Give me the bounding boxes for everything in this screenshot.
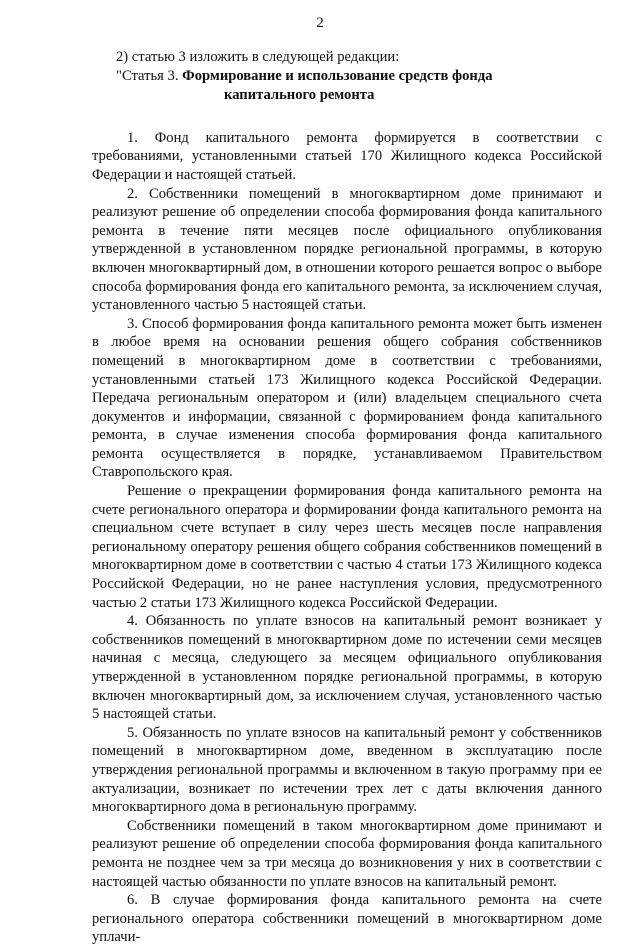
article-heading-prefix: "Статья 3.	[116, 67, 179, 84]
article-heading-title-2: капитального ремонта	[224, 87, 375, 104]
paragraph-1: 1. Фонд капитального ремонта формируется в соответствии с требованиями, установленными статьей 170 Жилищного кодекса Российской Федерации и настоящей статьей.	[92, 129, 602, 183]
paragraph-2: 2. Собственники помещений в многоквартирном доме принимают и реализуют решение об определении способа формирования фонда капитального ремонта в течение пяти месяцев после официального опубликования утвержденной в установленном порядке региональной программы, в которую включен многоквартирный дом, в отношении которого решается вопрос о выборе способа формирования фонда его капитального ремонта, за исключением случая, установленного частью 5 настоящей статьи.	[92, 185, 602, 314]
paragraph-5: 5. Обязанность по уплате взносов на капитальный ремонт у собственников помещений в многоквартирном доме, введенном в эксплуатацию после утверждения региональной программы и включенном в такую программу при ее актуализации, возникает по истечении трех лет с даты включения данного многоквартирного дома в региональную программу.	[92, 724, 602, 816]
paragraph-3-continuation: Решение о прекращении формирования фонда капитального ремонта на счете регионального оператора и формировании фонда капитального ремонта на специальном счете вступает в силу через шесть месяцев после направления региональному оператору решения общего собрания собственников помещений в многоквартирном доме в соответствии с частью 4 статьи 173 Жилищного кодекса Российской Федерации, но не ранее наступления условия, предусмотренного частью 2 статьи 173 Жилищного кодекса Российской Федерации.	[92, 483, 602, 611]
paragraph-6: 6. В случае формирования фонда капитального ремонта на счете регионального оператора собственники помещений в многоквартирном доме уплачи-	[92, 892, 602, 946]
article-heading	[92, 67, 602, 105]
page-number: 2	[316, 15, 324, 31]
paragraph-4: 4. Обязанность по уплате взносов на капитальный ремонт возникает у собственников помещений в многоквартирном доме по истечении семи месяцев начиная с месяца, следующего за месяцем официального опубликования утвержденной в установленном порядке региональной программы, в которую включен многоквартирный дом, за исключением случая, установленного частью 5 настоящей статьи.	[92, 613, 602, 723]
document-body	[92, 48, 602, 947]
paragraph-3: 3. Способ формирования фонда капитального ремонта может быть изменен в любое время на основании решения общего собрания собственников помещений в многоквартирном доме в соответствии с требованиями, установленными статьей 173 Жилищного кодекса Российской Федерации. Передача региональным оператором и (или) владельцем специального счета документов и информации, связанной с формированием фонда капитального ремонта, в случае изменения способа формирования фонда капитального ремонта осуществляется в порядке, устанавливаемом Правительством Ставропольского края.	[92, 315, 602, 481]
article-heading-title-1: Формирование и использование средств фонда	[182, 67, 493, 84]
intro-line: 2) статью 3 изложить в следующей редакции:	[116, 49, 400, 65]
paragraph-5-continuation: Собственники помещений в таком многоквартирном доме принимают и реализуют решение об определении способа формирования фонда капитального ремонта не позднее чем за три месяца до возникновения у них в соответствии с настоящей частью обязанности по уплате взносов на капитальный ремонт.	[92, 817, 602, 890]
